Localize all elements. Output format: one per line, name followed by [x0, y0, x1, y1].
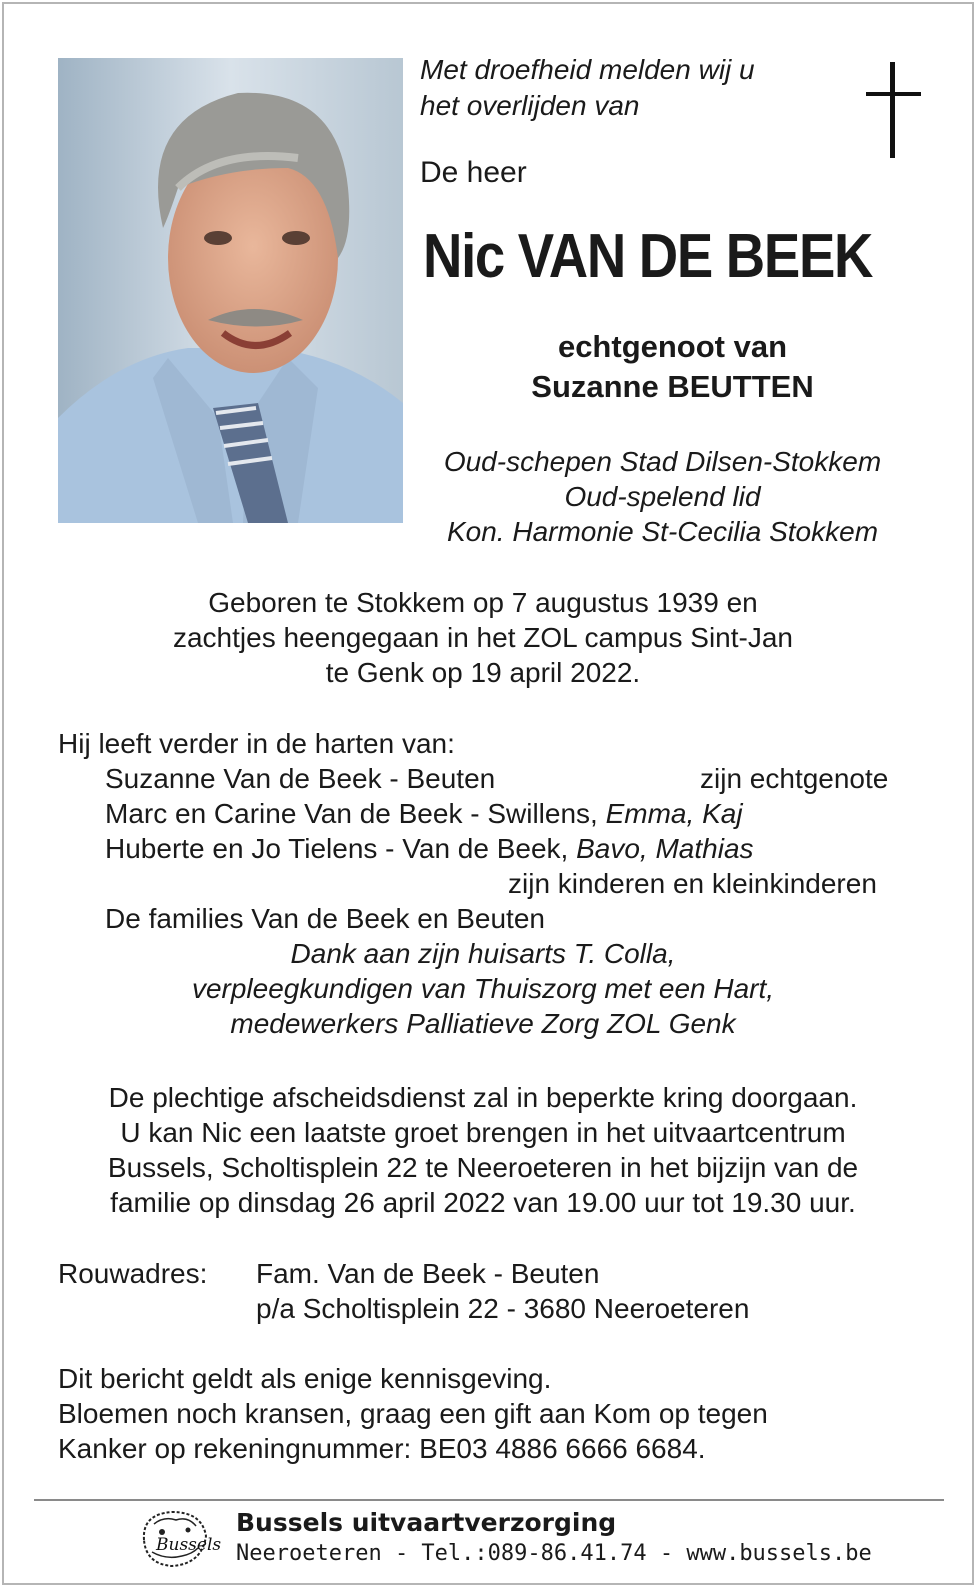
family-child-2: [105, 831, 754, 866]
family-families: De families Van de Beek en Beuten: [105, 903, 545, 934]
family-children-role: zijn kinderen en kleinkinderen: [508, 868, 877, 899]
thanks-line: Dank aan zijn huisarts T. Colla,: [290, 938, 676, 969]
ceremony-line: U kan Nic een laatste groet brengen in het uitvaartcentrum: [120, 1117, 846, 1148]
address-line-1: Fam. Van de Beek - Beuten: [256, 1258, 600, 1289]
family-grandchildren-2: Bavo, Mathias: [576, 833, 754, 864]
footer-divider: [34, 1499, 944, 1501]
address-label: Rouwadres:: [58, 1258, 208, 1289]
birth-line: te Genk op 19 april 2022.: [325, 657, 641, 688]
portrait-photo: [58, 58, 403, 523]
thanks-line: verpleegkundigen van Thuiszorg met een Hart,: [191, 973, 775, 1004]
thanks-line: medewerkers Palliatieve Zorg ZOL Genk: [230, 1008, 736, 1039]
notice-line: Bloemen noch kransen, graag een gift aan Kom op tegen: [58, 1398, 768, 1429]
intro-line-1: Met droefheid melden wij u: [420, 54, 755, 85]
family-intro: Hij leeft verder in de harten van:: [58, 728, 455, 759]
family-child-1: [105, 796, 743, 831]
intro-line-2: het overlijden van: [420, 90, 640, 121]
family-grandchildren-1: Emma, Kaj: [605, 798, 743, 829]
role-line: Kon. Harmonie St-Cecilia Stokkem: [446, 516, 879, 547]
role-line: Oud-schepen Stad Dilsen-Stokkem: [443, 446, 882, 477]
ceremony-line: De plechtige afscheidsdienst zal in beperkte kring doorgaan.: [108, 1082, 858, 1113]
birth-line: Geboren te Stokkem op 7 augustus 1939 en: [208, 587, 758, 618]
ceremony-line: Bussels, Scholtisplein 22 te Neeroeteren in het bijzijn van de: [107, 1152, 859, 1183]
notice-line: Dit bericht geldt als enige kennisgeving.: [58, 1363, 552, 1394]
notice-line: Kanker op rekeningnummer: BE03 4886 6666 6684.: [58, 1433, 706, 1464]
cross-icon: [866, 62, 924, 158]
ceremony-line: familie op dinsdag 26 april 2022 van 19.00 uur tot 19.30 uur.: [110, 1187, 856, 1218]
birth-line: zachtjes heengegaan in het ZOL campus Sint-Jan: [172, 622, 793, 653]
deceased-name: Nic VAN DE BEEK: [423, 222, 873, 291]
spouse-prefix: echtgenoot van: [557, 329, 788, 364]
family-child-2-name: Huberte en Jo Tielens - Van de Beek,: [105, 833, 569, 864]
address-line-2: p/a Scholtisplein 22 - 3680 Neeroeteren: [256, 1293, 750, 1324]
family-spouse: Suzanne Van de Beek - Beuten: [105, 763, 496, 794]
family-child-1-name: Marc en Carine Van de Beek - Swillens,: [105, 798, 598, 829]
funeral-home-contact: Neeroeteren - Tel.:089-86.41.74 - www.bussels.be: [236, 1541, 872, 1566]
family-spouse-role: zijn echtgenote: [700, 763, 889, 794]
bussels-logo: [132, 1506, 222, 1574]
spouse-name: Suzanne BEUTTEN: [531, 369, 814, 404]
salutation: De heer: [420, 156, 527, 189]
role-line: Oud-spelend lid: [564, 481, 761, 512]
funeral-home-name: Bussels uitvaartverzorging: [236, 1508, 617, 1537]
logo-text: Bussels: [156, 1535, 222, 1555]
